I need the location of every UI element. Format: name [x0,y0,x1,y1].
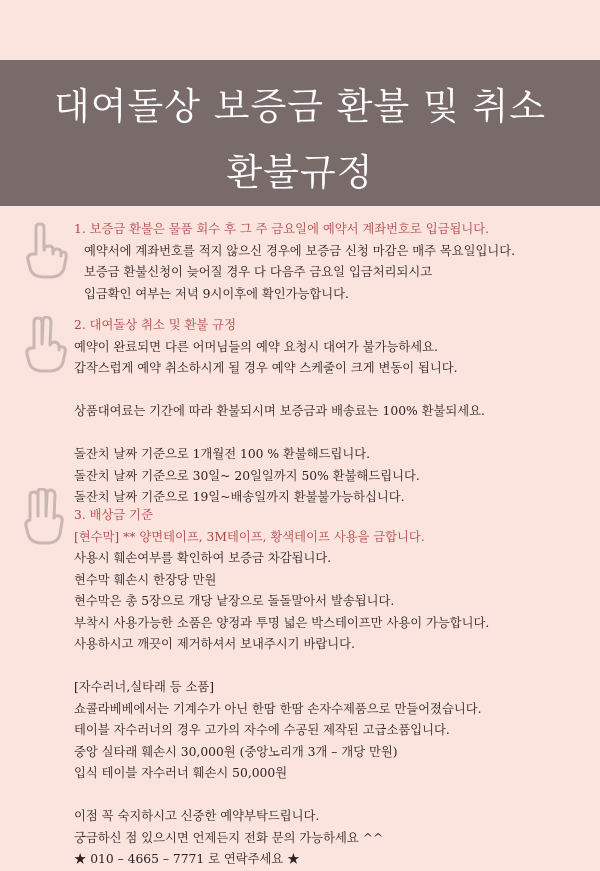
props-line: 테이블 자수러너의 경우 고가의 자수에 수공된 제작된 고급소품입니다. [74,723,450,737]
section3-title: 3. 배상금 기준 [74,508,153,522]
hand-one-finger-icon [22,222,68,280]
section1-line: 예약서에 계좌번호를 적지 않으신 경우에 보증금 신청 마감은 매주 목요일입니다. [84,243,516,258]
section2-line: 갑작스럽게 예약 취소하시게 될 경우 예약 스케줄이 크게 변동이 됩니다. [74,361,458,375]
section2-line: 예약이 완료되면 다른 어머님들의 예약 요청시 대여가 불가능하세요. [74,339,438,354]
title-banner [0,60,600,206]
hand-three-fingers-icon [22,488,68,546]
section-compensation [74,505,570,871]
closing-line: 이점 꼭 숙지하시고 신중한 예약부탁드립니다. [74,809,320,823]
section1-line: 입금확인 여부는 저녁 9시이후에 확인가능합니다. [84,286,349,301]
props-title: [자수러너,실타래 등 소품] [74,680,215,694]
props-line: 쇼콜라베베에서는 기계수가 아닌 한땀 한땀 손자수제품으로 만들어졌습니다. [74,701,482,716]
props-line: 중앙 실타래 훼손시 30,000원 (중앙노리개 3개 – 개당 만원) [74,744,398,759]
props-line: 입식 테이블 자수러너 훼손시 50,000원 [74,766,288,780]
banner-line: 사용하시고 깨끗이 제거하셔서 보내주시기 바랍니다. [74,637,355,651]
banner-line: 현수막 훼손시 한장당 만원 [74,572,217,587]
closing-line: 궁금하신 점 있으시면 언제든지 전화 문의 가능하세요 ^^ [74,830,384,845]
section2-title: 2. 대여돌상 취소 및 환불 규정 [74,318,236,332]
page-title-line1: 대여돌상 보증금 환불 및 취소 [54,85,546,128]
page-title-line2: 환불규정 [226,151,374,194]
banner-line: 부착시 사용가능한 소품은 양정과 투명 넓은 박스테이프만 사용이 가능합니다. [74,615,490,630]
contact-line: ★ 010 – 4665 – 7771 로 연락주세요 ★ [74,852,300,866]
banner-rule-heading [74,527,570,549]
refund-rule: 돌잔치 날짜 기준으로 1개월전 100 % 환불해드립니다. [74,447,371,461]
hand-two-fingers-icon [22,316,68,374]
section-deposit-refund [74,219,570,305]
banner-warning: ** 양면테이프, 3M테이프, 황색테이프 사용을 금합니다. [123,529,425,544]
banner-prefix: [현수막] [74,529,124,544]
banner-line: 현수막은 총 5장으로 개당 낱장으로 돌돌말아서 발송됩니다. [74,594,395,608]
refund-rule: 돌잔치 날짜 기준으로 30일~ 20일일까지 50% 환불해드립니다. [74,468,420,483]
refund-rule: 돌잔치 날짜 기준으로 19일~배송일까지 환불불가능하십니다. [74,490,405,504]
section2-fee-note: 상품대여료는 기간에 따라 환불되시며 보증금과 배송료는 100% 환불되세요. [74,404,485,418]
section1-line: 보증금 환불신청이 늦어질 경우 다 다음주 금요일 입금처리되시고 [84,265,433,279]
section-cancel-refund [74,315,570,509]
section1-title: 1. 보증금 환불은 물품 회수 후 그 주 금요일에 예약서 계좌번호로 입금됩니다. [74,222,490,236]
banner-line: 사용시 훼손여부를 확인하여 보증금 차감됩니다. [74,551,332,565]
